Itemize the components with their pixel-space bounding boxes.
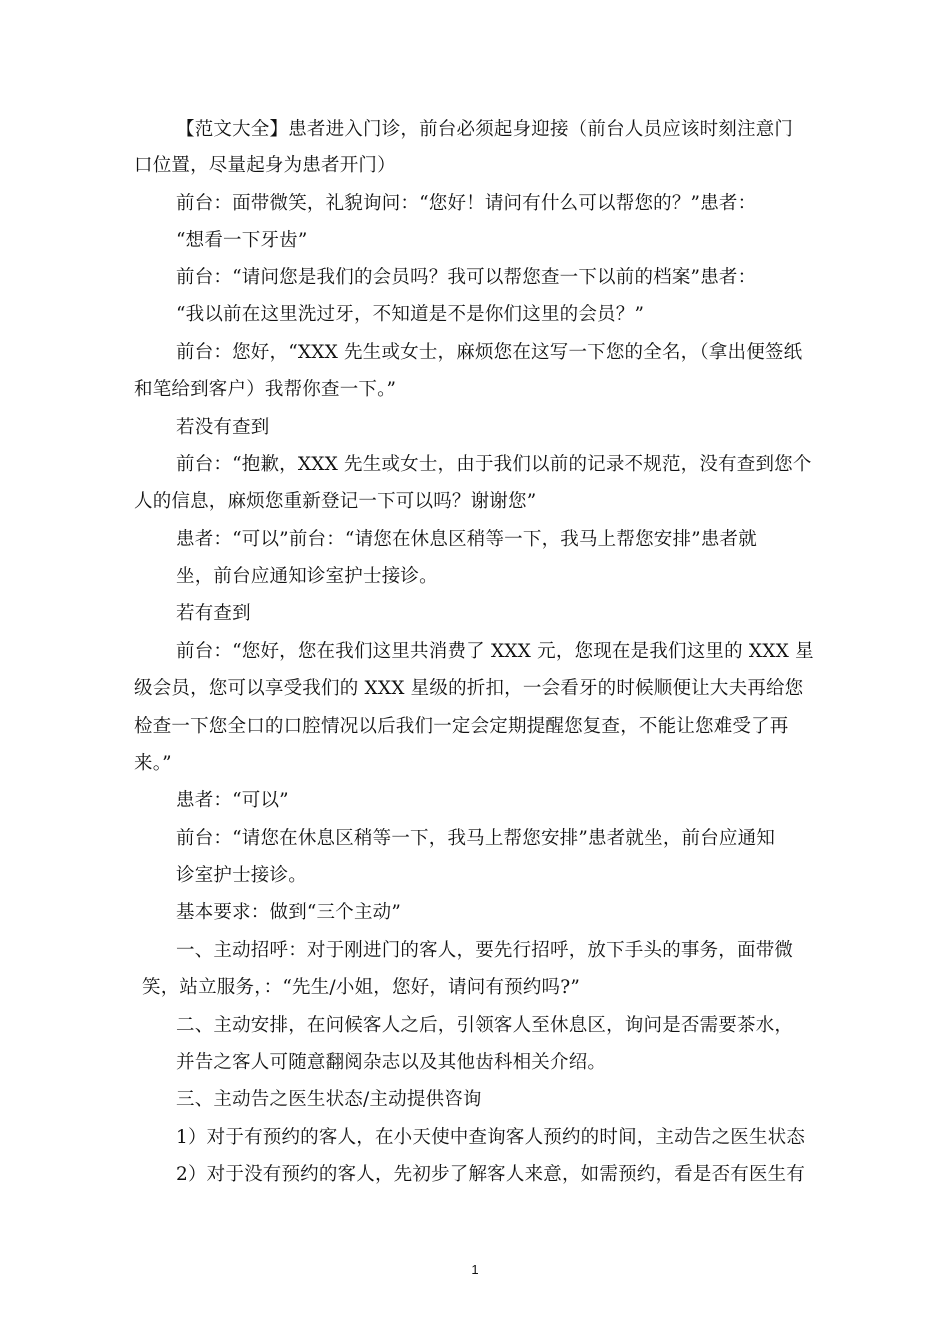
text-line: 笑，站立服务，：“先生/小姐，您好，请问有预约吗?”	[142, 977, 581, 998]
text-line: 检查一下您全口的口腔情况以后我们一定会定期提醒您复查，不能让您难受了再	[134, 716, 789, 737]
text-line: 口位置，尽量起身为患者开门）	[134, 155, 396, 176]
text-line: 【范文大全】患者进入门诊，前台必须起身迎接（前台人员应该时刻注意门	[176, 119, 794, 140]
text-line: 坐，前台应通知诊室护士接诊。	[176, 566, 438, 587]
text-line: 前台：面带微笑，礼貌询问：“您好！请问有什么可以帮您的？”患者：	[176, 193, 757, 214]
text-line: 1）对于有预约的客人，在小天使中查询客人预约的时间，主动告之医生状态	[176, 1127, 806, 1148]
page-number: 1	[471, 1262, 479, 1277]
text-line: “想看一下牙齿”	[176, 230, 308, 251]
text-line: 前台：“您好，您在我们这里共消费了 XXX 元，您现在是我们这里的 XXX 星	[176, 641, 814, 662]
text-line: 若没有查到	[176, 417, 270, 438]
text-line: 前台：“抱歉，XXX 先生或女士，由于我们以前的记录不规范，没有查到您个	[176, 454, 812, 475]
text-line: 并告之客人可随意翻阅杂志以及其他齿科相关介绍。	[176, 1052, 607, 1073]
text-line: 若有查到	[176, 603, 251, 624]
text-line: 和笔给到客户）我帮你查一下。”	[134, 379, 397, 400]
text-line: 二、主动安排，在问候客人之后，引领客人至休息区，询问是否需要茶水，	[176, 1015, 794, 1036]
text-line: 一、主动招呼：对于刚进门的客人，要先行招呼，放下手头的事务，面带微	[176, 940, 794, 961]
text-line: 级会员，您可以享受我们的 XXX 星级的折扣，一会看牙的时候顺便让大夫再给您	[134, 678, 804, 699]
text-line: 诊室护士接诊。	[176, 865, 307, 886]
text-line: 人的信息，麻烦您重新登记一下可以吗？谢谢您”	[134, 491, 537, 512]
text-line: 基本要求：做到“三个主动”	[176, 902, 402, 923]
text-line: 前台：您好，“XXX 先生或女士，麻烦您在这写一下您的全名，（拿出便签纸	[176, 342, 803, 363]
text-line: 2）对于没有预约的客人，先初步了解客人来意，如需预约，看是否有医生有	[176, 1164, 806, 1185]
text-line: 患者：“可以”	[176, 790, 289, 811]
text-line: 来。”	[134, 753, 172, 774]
text-line: 前台：“请您在休息区稍等一下，我马上帮您安排”患者就坐，前台应通知	[176, 828, 776, 849]
text-line: 前台：“请问您是我们的会员吗？我可以帮您查一下以前的档案”患者：	[176, 267, 757, 288]
text-line: 患者：“可以”前台：“请您在休息区稍等一下，我马上帮您安排”患者就	[176, 529, 757, 550]
text-line: 三、主动告之医生状态/主动提供咨询	[176, 1089, 482, 1110]
text-line: “我以前在这里洗过牙，不知道是不是你们这里的会员？”	[176, 304, 645, 325]
